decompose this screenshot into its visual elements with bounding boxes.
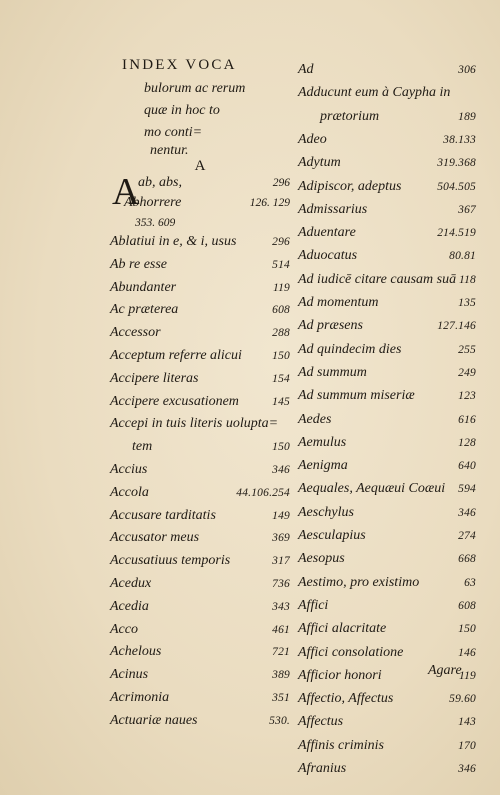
entry-page: 119 [273,281,290,294]
entry-page: 389 [272,669,290,682]
entry-page: 306 [458,64,476,76]
entry-term: Acinus [110,667,149,683]
entry-page: 154 [272,372,290,385]
entry-term: Aesopus [298,551,345,567]
entry-term: Ad summum miseriæ [298,388,415,404]
entry-term: Accusator meus [110,530,200,546]
entry-term: Adytum [298,155,341,171]
entry-term: Aduocatus [298,248,358,264]
index-entry [298,269,476,291]
entry-page: 319.368 [437,157,476,170]
entry-page: 346 [458,506,476,519]
entry-term: Affici consolatione [298,644,404,660]
entry-term: Adeo [298,131,327,147]
entry-page: 369 [272,532,290,545]
entry-term: Ad quindecim dies [298,341,402,357]
index-entry [110,482,290,504]
index-entry [298,758,476,780]
entry-page: 461 [272,623,290,636]
intro-line-3: mo conti= [144,125,203,140]
entry-page: 514 [272,258,290,271]
entry-term: Aemulus [298,434,347,450]
index-entry [110,391,290,413]
index-entry [298,595,476,617]
index-entry [110,641,290,663]
index-entry [298,339,476,361]
index-entry [298,478,476,500]
intro-line-1: bulorum ac rerum [144,81,246,96]
entry-term: Ad iudicē citare causam suā [298,271,457,287]
entry-page: 128 [458,436,476,449]
entry-term: Actuariæ naues [110,712,198,728]
index-entry [298,59,476,81]
entry-term: Affectus [298,714,344,730]
entry-page: 63 [464,576,476,589]
entry-page: 249 [458,366,476,379]
drop-line-1-page: 296 [272,177,290,189]
entry-page: 640 [458,460,476,473]
entry-term: Affectio, Affectus [298,691,394,707]
entry-term: Ablatiui in e, & i, usus [110,234,237,249]
entry-term: prætorium [320,108,380,124]
entry-term: Adipiscor, adeptus [298,178,402,194]
entry-page: 189 [458,110,476,123]
drop-line-2-page: 126. 129 [249,197,290,209]
entry-term: Accius [110,462,148,477]
index-entry [110,277,290,299]
index-entry [298,502,476,524]
index-entry [298,292,476,314]
entry-term: Aenigma [298,458,348,474]
entry-term: Aesculapius [298,528,366,543]
entry-page: 296 [272,236,290,248]
index-entry [298,688,476,710]
index-entry [298,618,476,640]
index-entry [298,222,476,244]
entry-term: Affici alacritate [298,621,387,637]
index-entry [110,254,290,276]
index-entry [298,362,476,384]
entry-page: 721 [272,646,290,659]
index-entry [110,619,290,641]
index-entry [110,299,290,321]
index-entry [298,711,476,733]
entry-page: 44.106.254 [236,486,290,499]
entry-page: 504.505 [437,180,476,193]
entry-term: Achelous [110,644,162,660]
drop-line-2-term: Abhorrere [124,195,182,210]
entry-page: 146 [458,646,476,659]
index-entry [110,550,290,572]
entry-term: Accepi in tuis literis uolupta= [110,416,279,432]
index-entry [110,573,290,595]
entry-term: Aedes [298,411,332,427]
entry-term: Afranius [298,761,347,776]
entry-term: tem [132,439,153,455]
entry-page: 59.60 [449,693,476,706]
index-entry [298,455,476,477]
index-entry [110,664,290,686]
drop-line-3-term: 353. 609 [135,217,176,229]
entry-page: 274 [458,530,476,542]
entry-term: Accipere literas [110,370,199,386]
entry-term: Aeschylus [298,504,354,520]
drop-line-1-term: ab, abs, [138,175,182,190]
entry-term: Accola [110,484,149,500]
entry-page: 288 [272,327,290,340]
index-entry [298,432,476,454]
index-entry [110,596,290,618]
entry-term: Aestimo, pro existimo [298,574,420,590]
entry-page: 255 [458,343,476,356]
index-entry [298,525,476,547]
entry-term: Acceptum referre alicui [110,348,242,363]
index-entry [110,459,290,481]
index-entry [298,199,476,221]
entry-term: Afficior honori [298,667,382,683]
entry-page: 123 [458,390,476,403]
index-entry [110,527,290,549]
index-entry [298,106,476,128]
entry-term: Ad præsens [298,318,363,334]
drop-cap: A [112,171,140,213]
index-entry [110,368,290,390]
entry-term: Aduentare [298,225,356,241]
entry-term: Aequales, Aequæui Coæui [298,481,446,497]
intro-line-2: quæ in hoc to [144,103,220,118]
entry-page: 608 [458,599,476,612]
entry-page: 143 [458,716,476,729]
entry-page: 149 [272,509,290,522]
entry-page: 135 [458,297,476,309]
intro-line-4: nentur. [150,143,189,158]
index-entry [298,176,476,198]
entry-term: Acrimonia [110,690,170,705]
entry-page: 150 [272,441,290,454]
entry-page: 530. [269,714,290,727]
entry-term: Ab re esse [110,256,168,272]
entry-term: Acedia [110,598,149,614]
index-entry [298,129,476,151]
index-entry [110,322,290,344]
index-entry [298,548,476,570]
entry-term: Acco [110,621,138,637]
entry-page: 118 [459,273,476,286]
entry-page: 343 [272,600,290,613]
entry-term: Ad momentum [298,295,379,310]
index-entry [110,413,290,435]
entry-page: 80.81 [449,250,476,263]
index-entry [110,345,290,367]
index-entry [298,315,476,337]
entry-page: 736 [272,578,290,590]
drop-line-1 [138,172,290,194]
index-entry [298,152,476,174]
entry-term: Accusare tarditatis [110,507,216,523]
entry-term: Ad summum [298,364,367,380]
index-entry [298,245,476,267]
entry-term: Accipere excusationem [110,393,239,409]
section-letter: A [194,158,206,174]
entry-term: Admissarius [298,201,368,217]
index-entry [298,409,476,431]
entry-page: 367 [458,203,476,216]
entry-page: 150 [458,623,476,636]
entry-page: 616 [458,413,476,426]
entry-page: 38.133 [443,133,476,146]
index-entry [298,82,476,104]
index-entry [298,735,476,757]
entry-term: Acedux [110,576,152,591]
index-entry [110,231,290,253]
entry-page: 214.519 [437,227,476,240]
entry-page: 170 [458,739,476,752]
entry-term: Ac præterea [110,302,179,318]
entry-page: 119 [459,669,476,682]
entry-term: Accessor [110,325,161,341]
entry-term: Adducunt eum à Caypha in [298,85,451,101]
entry-page: 594 [458,483,476,496]
entry-term: Accusatiuus temporis [110,553,231,569]
entry-page: 668 [458,553,476,566]
catchword: Agare [428,663,462,678]
entry-page: 127.146 [437,320,476,333]
entry-page: 346 [272,464,290,476]
index-entry [298,385,476,407]
entry-term: Affinis criminis [298,737,384,753]
entry-page: 150 [272,350,290,362]
entry-page: 317 [272,555,290,568]
entry-term: Ad [298,62,314,77]
entry-page: 608 [272,304,290,317]
index-entry [110,436,290,458]
entry-page: 145 [272,395,290,408]
index-entry [110,505,290,527]
drop-line-2 [124,192,290,214]
index-entry [298,572,476,594]
index-entry [110,710,290,732]
index-entry [110,687,290,709]
entry-term: Affici [298,597,329,613]
entry-term: Abundanter [110,279,177,295]
entry-page: 351 [272,692,290,704]
entry-page: 346 [458,763,476,775]
index-heading: INDEX VOCA [122,57,237,73]
